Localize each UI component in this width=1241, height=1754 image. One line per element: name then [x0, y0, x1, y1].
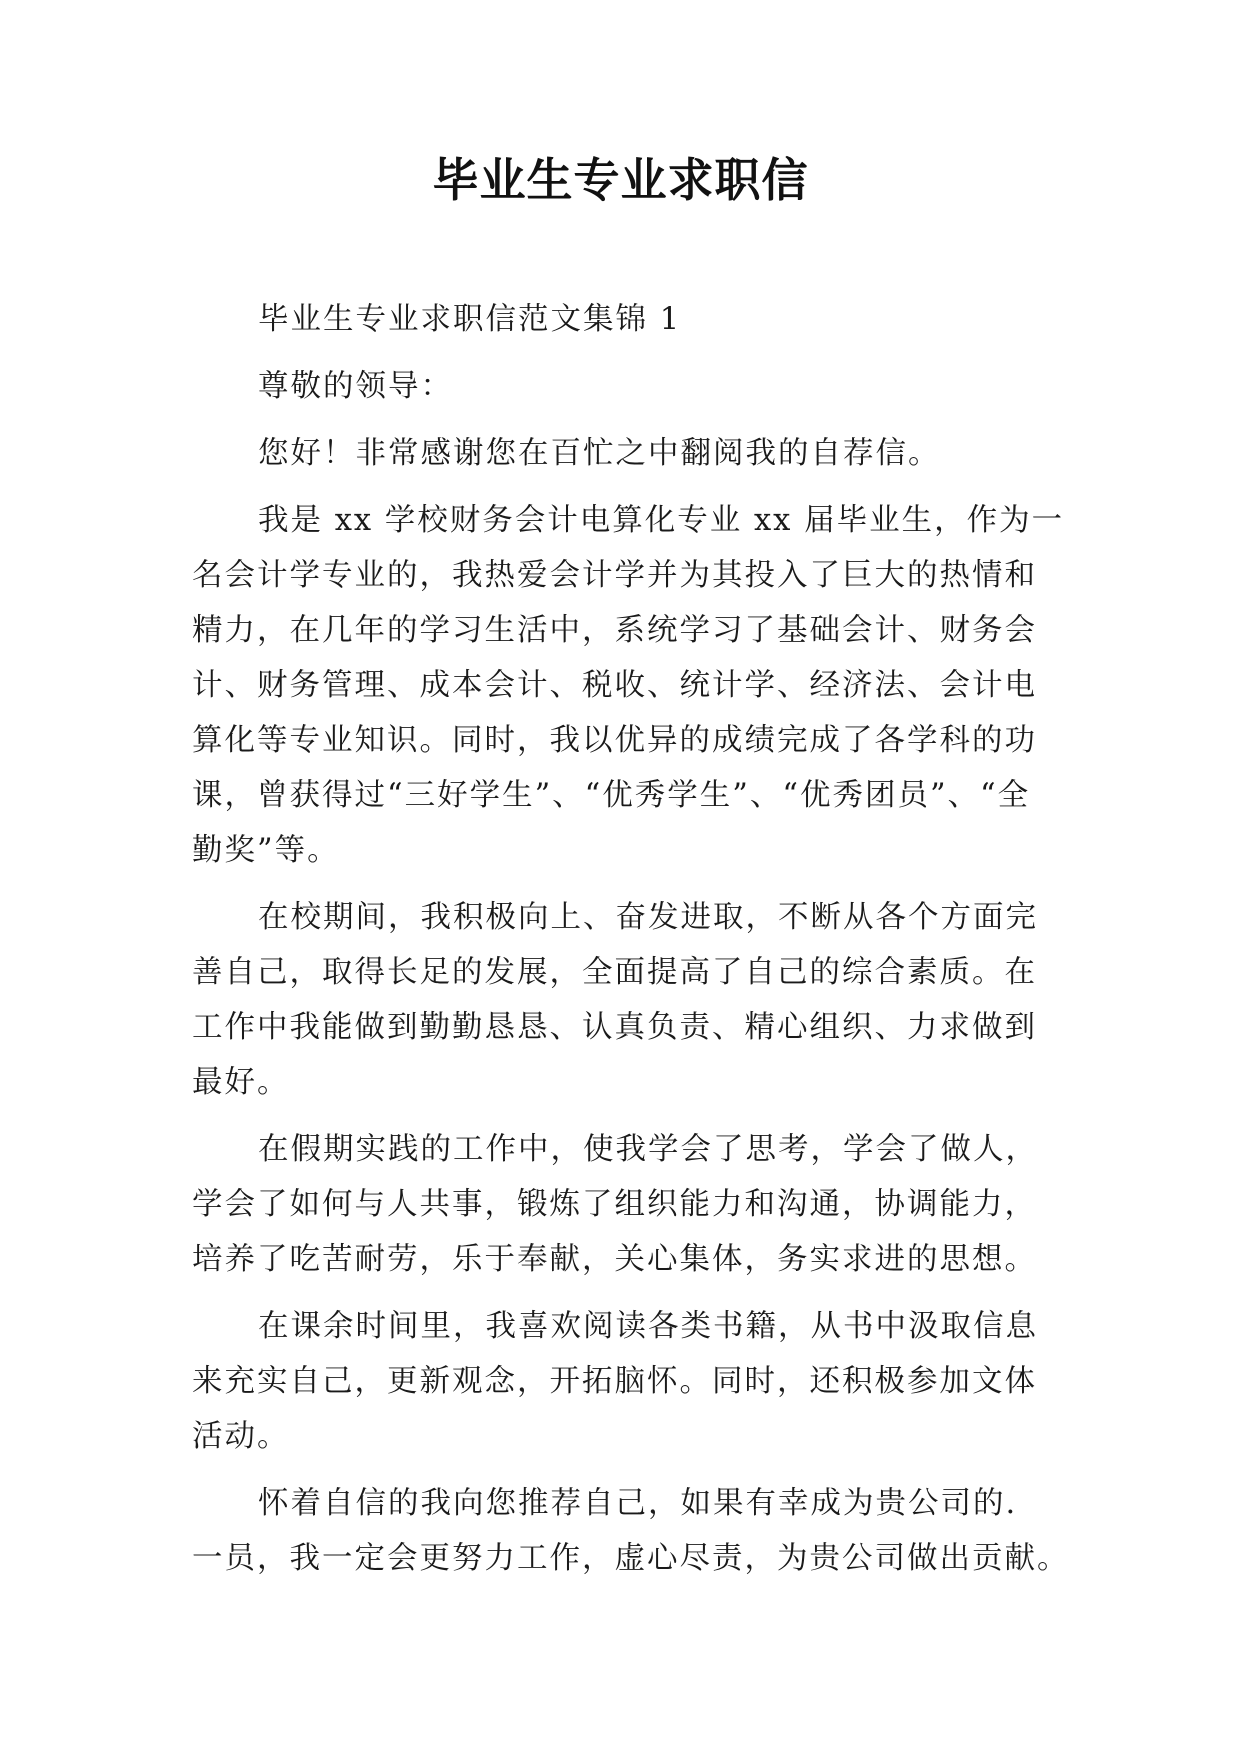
document-title: 毕业生专业求职信: [432, 153, 809, 207]
document-body: [192, 292, 1070, 1586]
text-line: 来充实自己，更新观念，开拓脑怀。同时，还积极参加文体: [192, 1364, 1037, 1399]
text-line: 怀着自信的我向您推荐自己，如果有幸成为贵公司的.: [258, 1486, 1018, 1521]
paragraph: [192, 493, 1065, 878]
paragraph: [192, 359, 1062, 414]
paragraph: [192, 1122, 1062, 1287]
text-line: 毕业生专业求职信范文集锦 1: [258, 302, 682, 337]
text-line: 在课余时间里，我喜欢阅读各类书籍，从书中汲取信息: [258, 1309, 1038, 1344]
text-line: 一员，我一定会更努力工作，虚心尽责，为贵公司做出贡献。: [192, 1541, 1070, 1576]
text-line: 学会了如何与人共事，锻炼了组织能力和沟通，协调能力，: [192, 1187, 1037, 1222]
text-line: 名会计学专业的，我热爱会计学并为其投入了巨大的热情和: [192, 558, 1037, 593]
paragraph: [192, 426, 1062, 481]
text-line: 活动。: [192, 1419, 290, 1454]
text-line: 善自己，取得长足的发展，全面提高了自己的综合素质。在: [192, 955, 1037, 990]
text-line: 精力，在几年的学习生活中，系统学习了基础会计、财务会: [192, 613, 1037, 648]
text-line: 培养了吃苦耐劳，乐于奉献，关心集体，务实求进的思想。: [192, 1242, 1037, 1277]
paragraph-gap: [192, 1287, 1062, 1299]
text-line: 课，曾获得过“三好学生”、“优秀学生”、“优秀团员”、“全: [192, 778, 1031, 813]
text-line: 最好。: [192, 1065, 290, 1100]
paragraph: [192, 1299, 1062, 1464]
text-line: 在校期间，我积极向上、奋发进取，不断从各个方面完: [258, 900, 1038, 935]
paragraph-gap: [192, 1464, 1062, 1476]
paragraph-gap: [192, 414, 1062, 426]
paragraph-gap: [192, 878, 1062, 890]
text-line: 计、财务管理、成本会计、税收、统计学、经济法、会计电: [192, 668, 1037, 703]
paragraph-gap: [192, 347, 1062, 359]
text-line: 勤奖”等。: [192, 833, 340, 868]
text-line: 尊敬的领导：: [258, 369, 453, 404]
paragraph: [192, 890, 1062, 1110]
text-line: 在假期实践的工作中，使我学会了思考，学会了做人，: [258, 1132, 1038, 1167]
paragraph-gap: [192, 481, 1062, 493]
text-line: 我是 xx 学校财务会计电算化专业 xx 届毕业生，作为一: [258, 503, 1065, 538]
text-line: 算化等专业知识。同时，我以优异的成绩完成了各学科的功: [192, 723, 1037, 758]
paragraph-gap: [192, 1110, 1062, 1122]
paragraph: [192, 292, 1062, 347]
paragraph: [192, 1476, 1070, 1586]
text-line: 工作中我能做到勤勤恳恳、认真负责、精心组织、力求做到: [192, 1010, 1037, 1045]
text-line: 您好！非常感谢您在百忙之中翻阅我的自荐信。: [258, 436, 941, 471]
